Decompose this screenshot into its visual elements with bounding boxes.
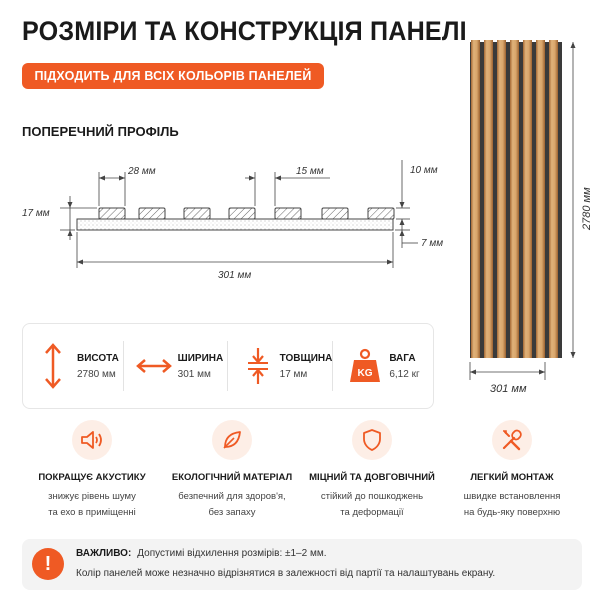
speaker-icon <box>72 420 112 460</box>
slat <box>229 208 255 219</box>
profile-section-title: ПОПЕРЕЧНИЙ ПРОФІЛЬ <box>22 124 179 139</box>
slats <box>99 208 394 219</box>
slat <box>139 208 165 219</box>
panel-illustration <box>462 40 600 405</box>
slat <box>275 208 301 219</box>
dim-slat-width-label: 28 мм <box>128 166 156 177</box>
color-compatibility-badge: ПІДХОДИТЬ ДЛЯ ВСІХ КОЛЬОРІВ ПАНЕЛЕЙ <box>22 63 324 89</box>
slat <box>184 208 210 219</box>
feature-acoustics-title: ПОКРАЩУЄ АКУСТИКУ <box>38 472 146 483</box>
feature-acoustics-desc-1: знижує рівень шуму <box>48 491 136 502</box>
dim-gap-label: 15 мм <box>296 166 324 177</box>
panel-slat <box>549 40 558 358</box>
cross-section-diagram <box>0 150 450 290</box>
spec-height <box>23 324 123 408</box>
panel-slat <box>471 40 480 358</box>
shield-icon <box>352 420 392 460</box>
dim-thickness-label: 17 мм <box>22 208 50 219</box>
feature-durable <box>302 420 442 521</box>
weight-icon-text: KG <box>357 368 373 379</box>
spec-width-value: 301 мм <box>177 368 211 380</box>
dim-base-label: 7 мм <box>421 238 444 249</box>
vertical-arrow-icon <box>33 346 73 386</box>
horizontal-arrow-icon <box>134 346 174 386</box>
important-notice <box>22 539 582 590</box>
feature-install-desc-2: на будь-яку поверхню <box>463 507 561 518</box>
leaf-icon <box>212 420 252 460</box>
panel-slats <box>471 40 558 358</box>
panel-height-label: 2780 мм <box>581 187 593 230</box>
feature-eco-desc-1: безпечний для здоров'я, <box>178 491 286 502</box>
feature-eco-title: ЕКОЛОГІЧНИЙ МАТЕРІАЛ <box>171 472 293 483</box>
feature-install-desc-1: швидке встановлення <box>463 491 561 502</box>
notice-line-1 <box>76 548 327 559</box>
features-row <box>22 420 582 521</box>
felt-base <box>77 219 393 230</box>
spec-thickness-value: 17 мм <box>279 368 308 380</box>
slat <box>99 208 125 219</box>
specs-bar <box>22 323 434 409</box>
notice-line-2: Колір панелей може незначно відрізнятися в залежності від партії та налаштувань екрану. <box>76 568 496 579</box>
panel-width-label: 301 мм <box>490 383 527 395</box>
spec-weight-value: 6,12 кг <box>389 368 420 380</box>
spec-height-label: ВИСОТА <box>77 352 119 364</box>
panel-slat <box>497 40 506 358</box>
feature-install <box>442 420 582 521</box>
slat <box>322 208 348 219</box>
spec-thickness <box>228 324 332 408</box>
feature-durable-desc-2: та деформації <box>340 507 404 518</box>
weight-icon <box>345 346 385 386</box>
feature-acoustics-desc-2: та ехо в приміщенні <box>48 507 136 518</box>
dim-slat-height-label: 10 мм <box>410 165 438 176</box>
feature-install-title: ЛЕГКИЙ МОНТАЖ <box>470 472 554 483</box>
panel-slat <box>523 40 532 358</box>
feature-acoustics <box>22 420 162 521</box>
notice-tolerance-text: Допустимі відхилення розмірів: ±1–2 мм. <box>137 548 327 559</box>
thickness-icon <box>240 346 275 386</box>
spec-width <box>124 324 228 408</box>
page-title: РОЗМІРИ ТА КОНСТРУКЦІЯ ПАНЕЛІ <box>22 16 467 46</box>
dim-total-width-label: 301 мм <box>218 270 252 281</box>
spec-weight <box>333 324 433 408</box>
exclamation-icon: ! <box>32 548 64 580</box>
feature-eco-desc-2: без запаху <box>208 507 256 518</box>
spec-height-value: 2780 мм <box>77 368 116 380</box>
spec-width-label: ШИРИНА <box>177 352 224 364</box>
notice-label: ВАЖЛИВО: <box>76 548 132 559</box>
panel-slat <box>510 40 519 358</box>
spec-weight-label: ВАГА <box>389 352 416 364</box>
tools-icon <box>492 420 532 460</box>
feature-eco <box>162 420 302 521</box>
slat <box>368 208 394 219</box>
spec-thickness-label: ТОВЩИНА <box>279 352 333 364</box>
feature-durable-desc-1: стійкий до пошкоджень <box>320 491 424 502</box>
panel-slat <box>536 40 545 358</box>
panel-slat <box>484 40 493 358</box>
feature-durable-title: МІЦНИЙ ТА ДОВГОВІЧНИЙ <box>309 472 435 483</box>
